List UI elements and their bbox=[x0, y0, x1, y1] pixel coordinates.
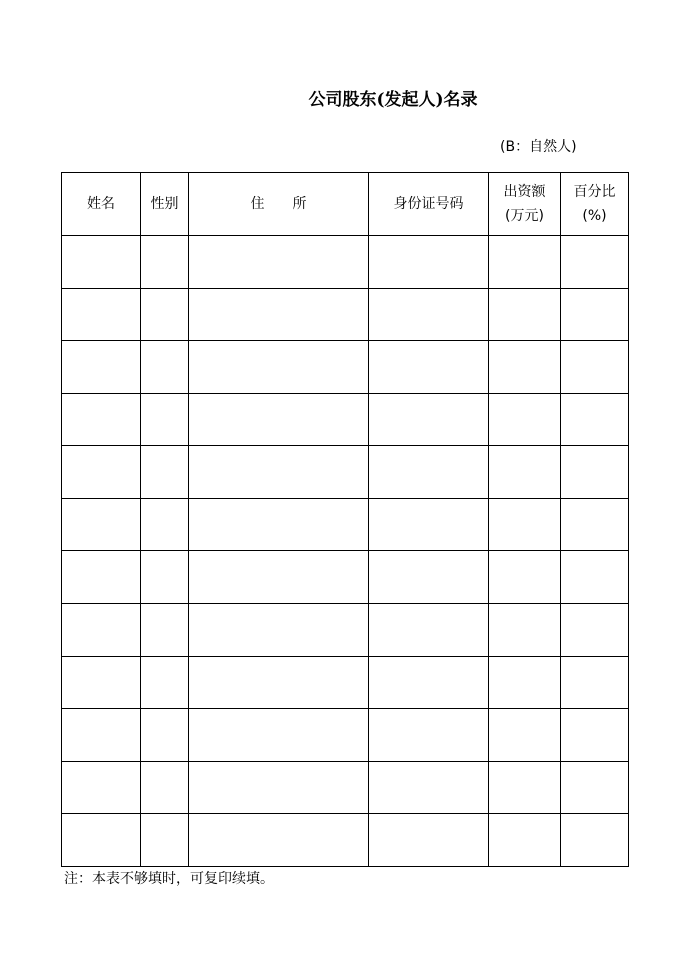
table-row bbox=[62, 236, 629, 289]
cell-capital[interactable] bbox=[489, 393, 561, 446]
cell-percent[interactable] bbox=[561, 236, 629, 289]
table-body bbox=[62, 236, 629, 867]
cell-percent[interactable] bbox=[561, 288, 629, 341]
cell-address[interactable] bbox=[189, 498, 369, 551]
header-capital bbox=[489, 173, 561, 236]
cell-id-number[interactable] bbox=[369, 341, 489, 394]
header-percent-line2: (%) bbox=[582, 208, 607, 224]
cell-gender[interactable] bbox=[141, 288, 189, 341]
table-row bbox=[62, 814, 629, 867]
cell-address[interactable] bbox=[189, 446, 369, 499]
header-address bbox=[189, 173, 369, 236]
cell-gender[interactable] bbox=[141, 709, 189, 762]
cell-name[interactable] bbox=[62, 551, 141, 604]
cell-name[interactable] bbox=[62, 446, 141, 499]
header-percent bbox=[561, 173, 629, 236]
cell-id-number[interactable] bbox=[369, 761, 489, 814]
cell-name[interactable] bbox=[62, 604, 141, 657]
cell-address[interactable] bbox=[189, 604, 369, 657]
table-row bbox=[62, 393, 629, 446]
cell-gender[interactable] bbox=[141, 393, 189, 446]
cell-id-number[interactable] bbox=[369, 236, 489, 289]
cell-gender[interactable] bbox=[141, 341, 189, 394]
header-capital-line1: 出资额 bbox=[503, 184, 546, 200]
cell-id-number[interactable] bbox=[369, 393, 489, 446]
cell-id-number[interactable] bbox=[369, 498, 489, 551]
cell-capital[interactable] bbox=[489, 288, 561, 341]
shareholder-table bbox=[61, 172, 629, 867]
cell-name[interactable] bbox=[62, 341, 141, 394]
table-header-row bbox=[62, 173, 629, 236]
cell-address[interactable] bbox=[189, 814, 369, 867]
cell-percent[interactable] bbox=[561, 551, 629, 604]
cell-capital[interactable] bbox=[489, 498, 561, 551]
cell-name[interactable] bbox=[62, 709, 141, 762]
cell-gender[interactable] bbox=[141, 656, 189, 709]
header-name: 姓名 bbox=[62, 173, 141, 236]
table-row bbox=[62, 341, 629, 394]
table-row bbox=[62, 604, 629, 657]
header-id-number: 身份证号码 bbox=[369, 173, 489, 236]
cell-name[interactable] bbox=[62, 814, 141, 867]
header-gender: 性别 bbox=[141, 173, 189, 236]
table-row bbox=[62, 551, 629, 604]
cell-percent[interactable] bbox=[561, 656, 629, 709]
cell-percent[interactable] bbox=[561, 709, 629, 762]
cell-address[interactable] bbox=[189, 761, 369, 814]
cell-percent[interactable] bbox=[561, 761, 629, 814]
cell-name[interactable] bbox=[62, 236, 141, 289]
cell-capital[interactable] bbox=[489, 446, 561, 499]
table-row bbox=[62, 709, 629, 762]
cell-name[interactable] bbox=[62, 393, 141, 446]
cell-address[interactable] bbox=[189, 551, 369, 604]
cell-capital[interactable] bbox=[489, 709, 561, 762]
cell-id-number[interactable] bbox=[369, 604, 489, 657]
cell-address[interactable] bbox=[189, 288, 369, 341]
cell-percent[interactable] bbox=[561, 814, 629, 867]
cell-percent[interactable] bbox=[561, 446, 629, 499]
document-subtitle: (B：自然人) bbox=[500, 139, 577, 155]
cell-percent[interactable] bbox=[561, 604, 629, 657]
cell-gender[interactable] bbox=[141, 551, 189, 604]
cell-capital[interactable] bbox=[489, 761, 561, 814]
table-row bbox=[62, 446, 629, 499]
cell-id-number[interactable] bbox=[369, 656, 489, 709]
cell-name[interactable] bbox=[62, 498, 141, 551]
table-row bbox=[62, 288, 629, 341]
cell-gender[interactable] bbox=[141, 236, 189, 289]
cell-capital[interactable] bbox=[489, 604, 561, 657]
cell-percent[interactable] bbox=[561, 393, 629, 446]
document-title: 公司股东(发起人)名录 bbox=[308, 90, 478, 110]
cell-name[interactable] bbox=[62, 761, 141, 814]
cell-percent[interactable] bbox=[561, 498, 629, 551]
header-capital-line2: (万元) bbox=[505, 208, 544, 224]
footnote: 注：本表不够填时，可复印续填。 bbox=[64, 871, 274, 887]
cell-id-number[interactable] bbox=[369, 814, 489, 867]
cell-name[interactable] bbox=[62, 288, 141, 341]
cell-gender[interactable] bbox=[141, 814, 189, 867]
cell-gender[interactable] bbox=[141, 761, 189, 814]
header-address-label: 住 所 bbox=[250, 196, 307, 212]
cell-address[interactable] bbox=[189, 709, 369, 762]
cell-gender[interactable] bbox=[141, 498, 189, 551]
cell-id-number[interactable] bbox=[369, 288, 489, 341]
cell-percent[interactable] bbox=[561, 341, 629, 394]
cell-id-number[interactable] bbox=[369, 551, 489, 604]
cell-address[interactable] bbox=[189, 341, 369, 394]
cell-address[interactable] bbox=[189, 236, 369, 289]
cell-capital[interactable] bbox=[489, 341, 561, 394]
cell-capital[interactable] bbox=[489, 236, 561, 289]
cell-id-number[interactable] bbox=[369, 446, 489, 499]
table-row bbox=[62, 498, 629, 551]
cell-capital[interactable] bbox=[489, 551, 561, 604]
cell-capital[interactable] bbox=[489, 656, 561, 709]
table-row bbox=[62, 761, 629, 814]
header-percent-line1: 百分比 bbox=[573, 184, 616, 200]
cell-address[interactable] bbox=[189, 393, 369, 446]
cell-gender[interactable] bbox=[141, 604, 189, 657]
cell-name[interactable] bbox=[62, 656, 141, 709]
cell-capital[interactable] bbox=[489, 814, 561, 867]
cell-gender[interactable] bbox=[141, 446, 189, 499]
table-row bbox=[62, 656, 629, 709]
cell-address[interactable] bbox=[189, 656, 369, 709]
cell-id-number[interactable] bbox=[369, 709, 489, 762]
